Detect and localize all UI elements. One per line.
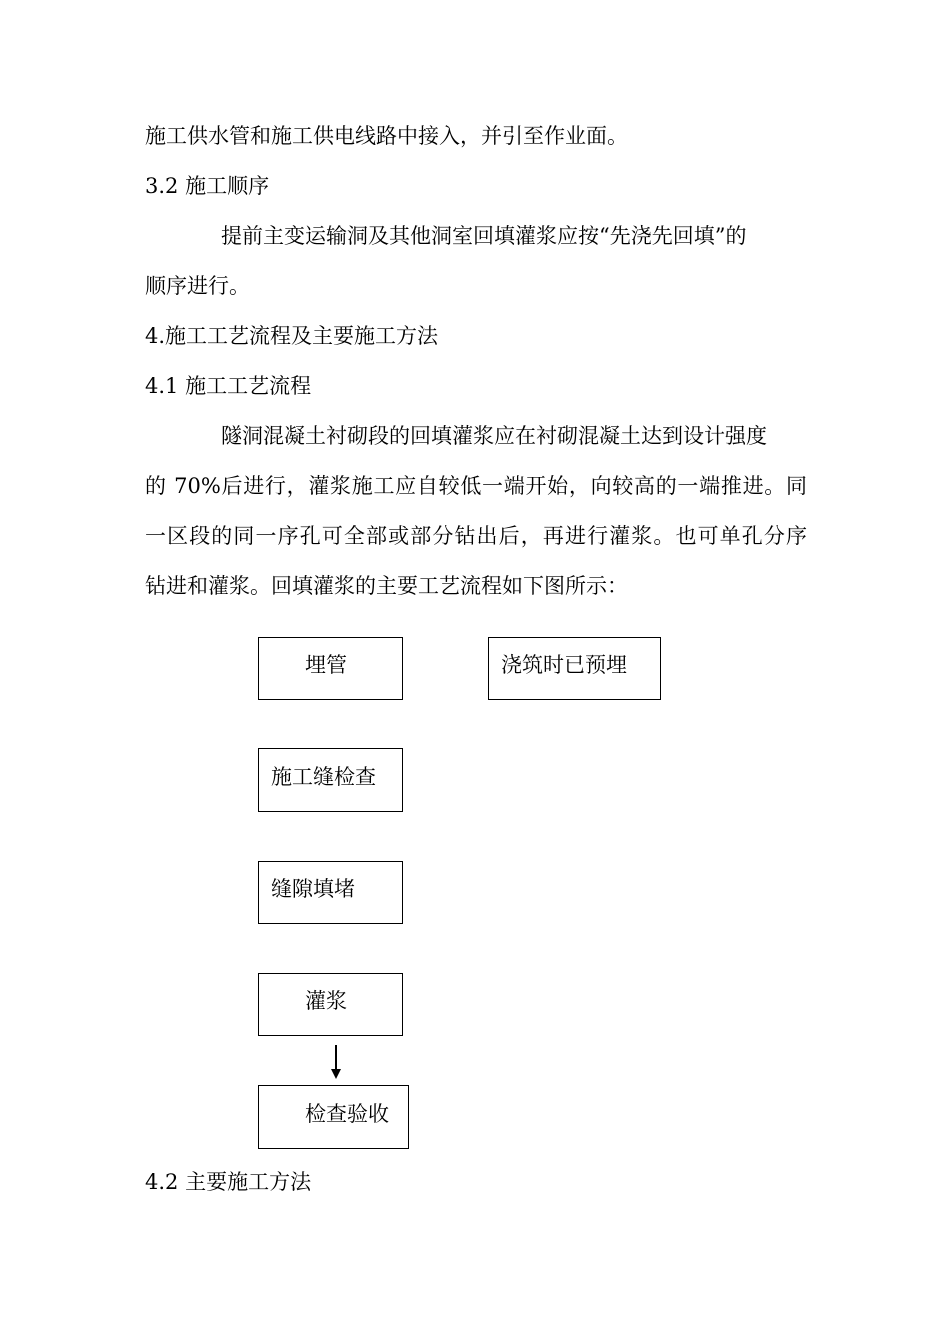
paragraph-line: 提前主变运输洞及其他洞室回填灌浆应按“先浇先回填”的 (221, 224, 747, 248)
section-heading-4-1: 4.1 施工工艺流程 (145, 374, 312, 398)
flow-box-label: 浇筑时已预埋 (501, 653, 627, 677)
flow-box-grouting (258, 973, 403, 1036)
flow-arrow-shaft (335, 1045, 337, 1071)
flow-box-label: 灌浆 (305, 989, 347, 1013)
paragraph-line: 一区段的同一序孔可全部或部分钻出后，再进行灌浆。也可单孔分序 (145, 524, 807, 548)
paragraph-line: 钻进和灌浆。回填灌浆的主要工艺流程如下图所示： (145, 574, 628, 598)
flow-box-bury-pipe (258, 637, 403, 700)
flow-box-inspection-acceptance (258, 1085, 409, 1149)
flow-box-label: 施工缝检查 (271, 765, 376, 789)
paragraph-line: 隧洞混凝土衬砌段的回填灌浆应在衬砌混凝土达到设计强度 (221, 424, 767, 448)
flow-box-joint-inspection (258, 748, 403, 812)
flow-box-label: 检查验收 (305, 1102, 389, 1126)
flow-box-label: 缝隙填堵 (271, 877, 355, 901)
section-heading-3-2: 3.2 施工顺序 (145, 174, 270, 198)
section-heading-4: 4.施工工艺流程及主要施工方法 (145, 324, 439, 348)
section-heading-4-2: 4.2 主要施工方法 (145, 1170, 312, 1194)
flow-box-label: 埋管 (305, 653, 347, 677)
paragraph-line: 施工供水管和施工供电线路中接入，并引至作业面。 (145, 124, 628, 148)
flow-box-pre-embedded (488, 637, 661, 700)
paragraph-line: 顺序进行。 (145, 274, 250, 298)
arrow-down-icon (331, 1069, 341, 1079)
flow-box-gap-filling (258, 861, 403, 924)
paragraph-line: 的 70%后进行，灌浆施工应自较低一端开始，向较高的一端推进。同 (145, 474, 807, 498)
